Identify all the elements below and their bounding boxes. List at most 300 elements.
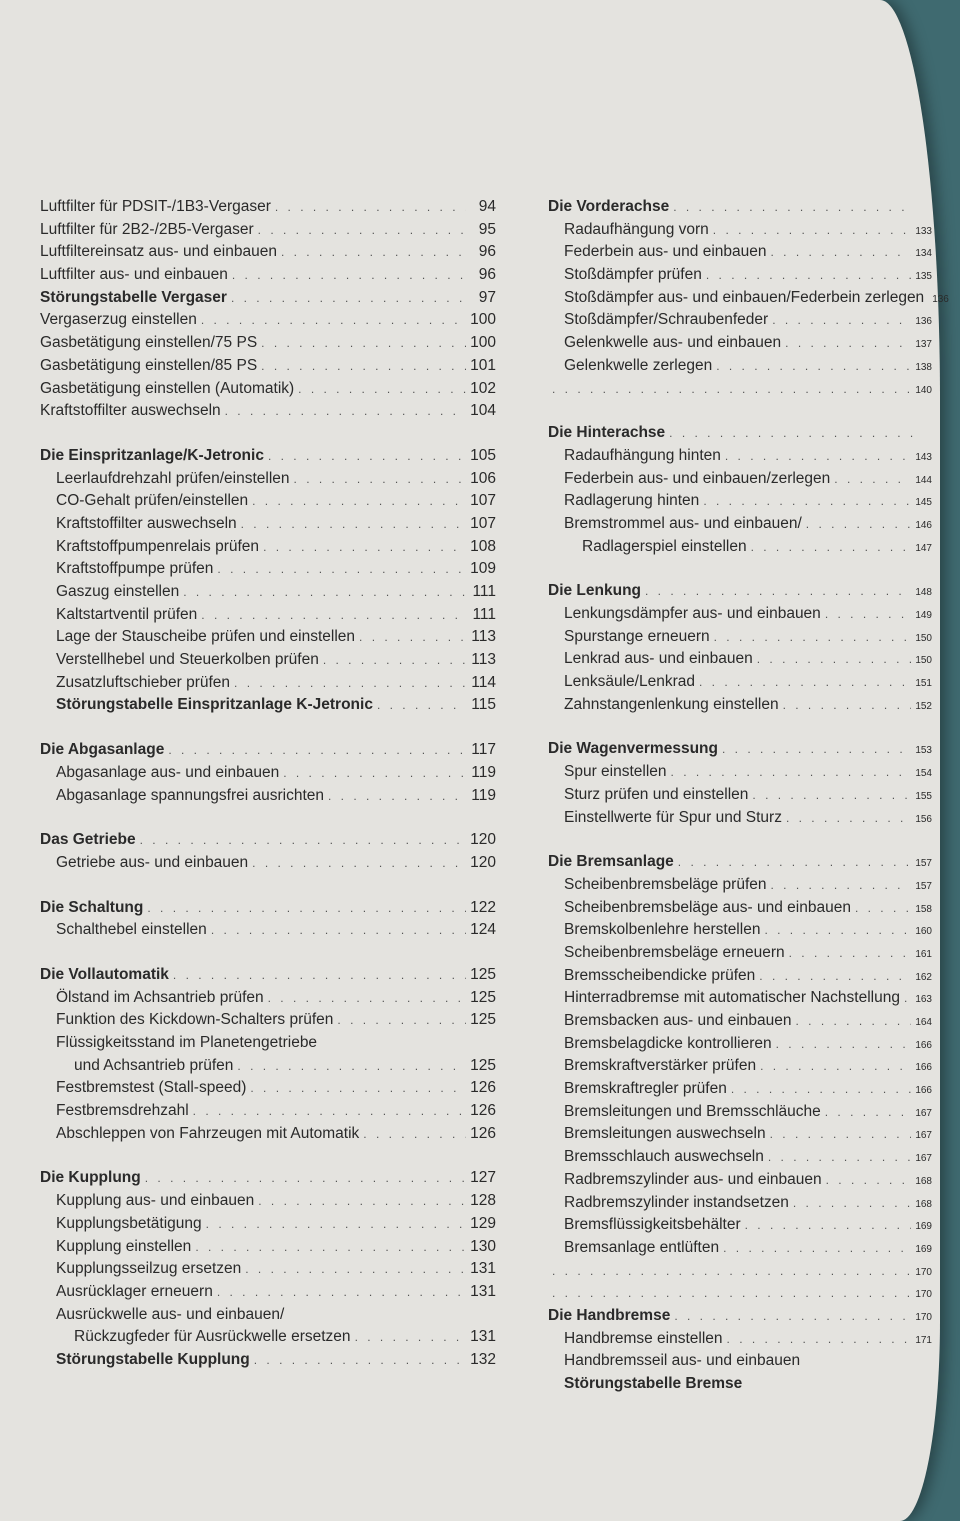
toc-entry: [548, 1192, 932, 1215]
toc-page-number: 134: [915, 248, 932, 260]
toc-entry: [548, 1373, 932, 1396]
dot-leader: [201, 604, 466, 627]
toc-entry-title: Luftfilter für 2B2-/2B5-Vergaser: [40, 220, 254, 238]
toc-entry-title: Bremsanlage entlüften: [564, 1238, 720, 1256]
toc-entry: [548, 468, 932, 491]
toc-section-heading: [40, 829, 496, 852]
toc-entry: [40, 649, 496, 672]
toc-entry-title: Gelenkwelle aus- und einbauen: [564, 334, 782, 352]
toc-entry: [40, 852, 496, 875]
toc-entry-title: Kraftstoffpumpe prüfen: [56, 560, 214, 578]
toc-page-number: 133: [915, 225, 932, 237]
toc-entry: [548, 648, 932, 671]
toc-entry: [40, 581, 496, 604]
toc-entry: [40, 287, 496, 310]
toc-entry-title: Radbremszylinder instandsetzen: [564, 1193, 789, 1211]
section-gap: [548, 558, 932, 580]
toc-entry: [548, 241, 932, 264]
toc-entry: [40, 536, 496, 559]
toc-entry: [548, 355, 932, 378]
toc-entry-title: Hinterradbremse mit automatischer Nachstellung: [564, 989, 900, 1007]
toc-page-number: 131: [470, 1328, 496, 1346]
dot-leader: [904, 987, 911, 1010]
toc-page-number: 150: [915, 632, 932, 644]
dot-leader: [772, 309, 911, 332]
toc-entry-title: Die Bremsanlage: [548, 853, 674, 871]
section-gap: [40, 717, 496, 739]
toc-page-number: 94: [478, 198, 496, 215]
toc-page-number: 140: [915, 384, 932, 396]
toc-entry-title: Bremsleitungen auswechseln: [564, 1125, 766, 1143]
toc-entry: [40, 490, 496, 513]
toc-entry-title: Schalthebel einstellen: [56, 921, 207, 939]
dot-leader: [268, 987, 466, 1010]
toc-page-number: 166: [915, 1085, 932, 1097]
toc-entry: [40, 1055, 496, 1078]
toc-entry: [548, 1146, 932, 1169]
toc-entry-title: Gasbetätigung einstellen/85 PS: [40, 356, 258, 374]
toc-entry-title: Bremsflüssigkeitsbehälter: [564, 1216, 741, 1234]
section-gap: [548, 716, 932, 738]
dot-leader: [225, 400, 466, 423]
toc-entry-title: Spurstange erneuern: [564, 627, 710, 645]
toc-entry: [40, 1326, 496, 1349]
toc-page-number: 131: [470, 1282, 496, 1300]
dot-leader: [706, 264, 911, 287]
toc-entry: [548, 1169, 932, 1192]
toc-entry: [548, 513, 932, 536]
toc-page-number: 150: [915, 655, 932, 667]
dot-leader: [337, 1009, 466, 1032]
toc-entry: [548, 1214, 932, 1237]
toc-entry-title: Lenkungsdämpfer aus- und einbauen: [564, 605, 821, 622]
dot-leader: [725, 445, 911, 468]
toc-page-number: 102: [470, 379, 496, 397]
toc-entry: [548, 1237, 932, 1260]
toc-entry-title: Handbremsseil aus- und einbauen: [564, 1352, 801, 1370]
toc-entry-title: Zusatzluftschieber prüfen: [56, 673, 231, 691]
section-gap: [548, 400, 932, 422]
toc-entry: [548, 1350, 932, 1373]
toc-entry-title: Die Vorderachse: [548, 198, 670, 215]
dot-leader: [669, 422, 914, 445]
toc-entry: [548, 1328, 932, 1351]
toc-page-number: 168: [915, 1198, 932, 1210]
toc-entry: [548, 965, 932, 988]
toc-entry-title: Radbremszylinder aus- und einbauen: [564, 1170, 822, 1188]
toc-section-heading: [40, 964, 496, 987]
dot-leader: [206, 1213, 466, 1236]
toc-entry: [548, 807, 932, 830]
dot-leader: [268, 445, 466, 468]
toc-page-number: 145: [915, 497, 932, 509]
toc-entry: [548, 264, 932, 287]
dot-leader: [789, 942, 912, 965]
toc-entry: [40, 513, 496, 536]
toc-entry-title: Kraftstoffilter auswechseln: [56, 514, 237, 532]
toc-entry-title: Die Schaltung: [40, 898, 144, 916]
section-gap: [40, 942, 496, 964]
toc-page-number: 151: [915, 678, 932, 690]
dot-leader: [234, 672, 466, 695]
toc-entry-title: Kraftstoffilter auswechseln: [40, 402, 221, 420]
toc-page-number: 168: [915, 1175, 932, 1187]
toc-page-number: 147: [915, 542, 932, 554]
dot-leader: [723, 1237, 911, 1260]
dot-leader: [552, 378, 911, 401]
toc-entry: [548, 603, 932, 626]
dot-leader: [355, 1326, 466, 1349]
toc-entry-title: Gaszug einstellen: [56, 583, 180, 600]
toc-entry-title: Lage der Stauscheibe prüfen und einstellen: [56, 628, 356, 646]
toc-page-number: 160: [915, 926, 932, 938]
toc-page-number: 138: [915, 361, 932, 373]
toc-entry: [40, 1100, 496, 1123]
toc-entry-title: Federbein aus- und einbauen/zerlegen: [564, 469, 831, 487]
toc-page-number: 162: [915, 971, 932, 983]
toc-entry-title: Abgasanlage spannungsfrei ausrichten: [56, 786, 324, 804]
toc-entry-title: Scheibenbremsbeläge erneuern: [564, 943, 785, 961]
toc-entry-title: Kraftstoffpumpenrelais prüfen: [56, 537, 260, 555]
toc-page-number: 167: [915, 1153, 932, 1165]
dot-leader: [231, 287, 466, 310]
dot-leader: [359, 626, 466, 649]
toc-page-number: 111: [472, 583, 496, 600]
toc-entry-title: Die Abgasanlage: [40, 741, 165, 759]
toc-page-number: 127: [470, 1169, 496, 1187]
toc-entry: [40, 241, 496, 264]
toc-page-number: 132: [470, 1350, 496, 1368]
toc-page-number: 125: [470, 1056, 496, 1074]
toc-entry: [548, 287, 949, 310]
toc-entry-title: Federbein aus- und einbauen: [564, 243, 767, 261]
dot-leader: [776, 1033, 912, 1056]
toc-page-number: 167: [915, 1130, 932, 1142]
toc-entry: [40, 762, 496, 785]
section-gap: [40, 875, 496, 897]
toc-page-number: 107: [470, 514, 496, 532]
toc-entry: [40, 264, 496, 287]
toc-right-column: [548, 196, 949, 1396]
toc-entry-title: Die Lenkung: [548, 582, 642, 600]
toc-entry: [548, 1033, 932, 1056]
toc-section-heading: [40, 897, 496, 920]
toc-entry-title: Die Handbremse: [548, 1306, 671, 1324]
dot-leader: [258, 219, 466, 242]
toc-page-number: 136: [932, 293, 949, 305]
toc-entry-title: Radlagerung hinten: [564, 492, 700, 510]
dot-leader: [252, 852, 466, 875]
toc-entry-title: Rückzugfeder für Ausrückwelle ersetzen: [74, 1328, 351, 1346]
toc-entry-title: Luftfilter aus- und einbauen: [40, 266, 228, 284]
toc-page-number: 129: [470, 1214, 496, 1232]
toc-entry: [40, 219, 496, 242]
toc-section-heading: [40, 739, 496, 762]
toc-entry: [40, 1349, 496, 1372]
dot-leader: [377, 694, 466, 717]
dot-leader: [727, 1328, 912, 1351]
dot-leader: [785, 332, 911, 355]
toc-entry: [548, 490, 932, 513]
dot-leader: [258, 1190, 466, 1213]
toc-entry-title: Die Hinterachse: [548, 424, 666, 442]
dot-leader: [245, 1258, 466, 1281]
toc-entry-title: Bremskolbenlehre herstellen: [564, 921, 761, 939]
toc-entry-title: Radlagerspiel einstellen: [582, 537, 747, 555]
toc-page-number: 125: [470, 965, 496, 983]
toc-entry: [40, 1077, 496, 1100]
dot-leader: [275, 196, 466, 219]
toc-page-number: 153: [915, 745, 932, 757]
dot-leader: [771, 874, 912, 897]
toc-entry: [40, 919, 496, 942]
toc-entry: [548, 761, 932, 784]
toc-entry: [40, 400, 496, 423]
toc-section-heading: [548, 1305, 932, 1328]
toc-entry: [548, 626, 932, 649]
toc-page-number: 107: [470, 492, 496, 510]
toc-entry: [548, 897, 932, 920]
toc-page-number: 108: [470, 537, 496, 555]
toc-page-number: 136: [915, 316, 932, 328]
toc-entry-title: Festbremsdrehzahl: [56, 1102, 189, 1120]
toc-entry: [548, 1282, 932, 1305]
dot-leader: [552, 1260, 911, 1283]
toc-page-number: 154: [915, 768, 932, 780]
toc-page-number: 161: [915, 948, 932, 960]
toc-entry-title: Lenkrad aus- und einbauen: [564, 650, 753, 668]
dot-leader: [764, 919, 911, 942]
toc-page-number: 117: [471, 741, 496, 759]
toc-page-number: 125: [470, 1011, 496, 1029]
toc-page-number: 164: [915, 1017, 932, 1028]
toc-page-number: 149: [915, 610, 932, 621]
toc-entry-title: Radaufhängung vorn: [564, 220, 709, 238]
toc-page-number: 167: [915, 1107, 932, 1119]
toc-entry-title: Bremskraftregler prüfen: [564, 1080, 727, 1098]
toc-entry: [40, 785, 496, 808]
dot-leader: [195, 1236, 466, 1259]
toc-section-heading: [548, 851, 932, 874]
dot-leader: [745, 1214, 912, 1237]
toc-section-heading: [40, 1167, 496, 1190]
dot-leader: [211, 919, 466, 942]
toc-page-number: 104: [470, 402, 496, 420]
toc-entry-title: Lenksäule/Lenkrad: [564, 673, 695, 691]
dot-leader: [699, 671, 911, 694]
toc-page-number: 105: [470, 446, 496, 464]
toc-entry-title: Kupplungsbetätigung: [56, 1214, 202, 1232]
dot-leader: [645, 580, 911, 603]
dot-leader: [825, 603, 912, 626]
section-gap: [548, 829, 932, 851]
dot-leader: [145, 1167, 466, 1190]
toc-page-number: 128: [470, 1192, 496, 1210]
toc-entry-title: Funktion des Kickdown-Schalters prüfen: [56, 1011, 334, 1029]
toc-entry-title: Getriebe aus- und einbauen: [56, 853, 249, 871]
toc-entry-title: Flüssigkeitsstand im Planetengetriebe: [56, 1034, 318, 1051]
toc-entry-title: Verstellhebel und Steuerkolben prüfen: [56, 651, 319, 669]
toc-section-heading: [548, 196, 932, 219]
toc-entry-title: Leerlaufdrehzahl prüfen/einstellen: [56, 469, 290, 487]
dot-leader: [671, 761, 912, 784]
toc-entry-title: Vergaserzug einstellen: [40, 311, 197, 329]
toc-entry-title: Gasbetätigung einstellen (Automatik): [40, 379, 295, 397]
dot-leader: [173, 964, 466, 987]
toc-entry-title: Bremskraftverstärker prüfen: [564, 1057, 757, 1075]
toc-entry-title: Zahnstangenlenkung einstellen: [564, 695, 779, 713]
toc-entry-title: Ausrücklager erneuern: [56, 1282, 213, 1300]
toc-entry-title: Das Getriebe: [40, 831, 136, 849]
toc-entry: [40, 468, 496, 491]
section-gap: [40, 1145, 496, 1167]
toc-page-number: 166: [915, 1062, 932, 1074]
toc-entry: [548, 874, 932, 897]
dot-leader: [826, 1169, 912, 1192]
toc-page-number: 130: [470, 1237, 496, 1255]
toc-entry-title: Kaltstartventil prüfen: [56, 605, 198, 623]
dot-leader: [140, 829, 466, 852]
dot-leader: [363, 1123, 466, 1146]
toc-entry-title: Scheibenbremsbeläge prüfen: [564, 875, 767, 893]
toc-page-number: 101: [470, 356, 496, 374]
toc-entry: [40, 987, 496, 1010]
dot-leader: [183, 581, 466, 604]
toc-entry-title: Störungstabelle Kupplung: [56, 1350, 250, 1368]
dot-leader: [552, 1282, 911, 1305]
toc-entry: [548, 1055, 932, 1078]
dot-leader: [193, 1100, 466, 1123]
toc-entry-title: Bremstrommel aus- und einbauen/: [564, 514, 802, 532]
toc-entry-title: Luftfiltereinsatz aus- und einbauen: [40, 243, 277, 261]
toc-page-number: 114: [471, 673, 496, 691]
toc-entry: [548, 1010, 932, 1033]
dot-leader: [294, 468, 466, 491]
toc-entry-title: Stoßdämpfer prüfen: [564, 266, 702, 284]
toc-page-number: 109: [470, 560, 496, 578]
dot-leader: [323, 649, 466, 672]
dot-leader: [147, 897, 466, 920]
toc-page-number: 97: [478, 288, 496, 306]
toc-entry-title: Stoßdämpfer/Schraubenfeder: [564, 311, 769, 329]
toc-entry: [548, 309, 932, 332]
toc-entry-title: Radaufhängung hinten: [564, 446, 721, 464]
toc-entry-title: Störungstabelle Vergaser: [40, 288, 227, 306]
toc-entry: [548, 1078, 932, 1101]
dot-leader: [678, 851, 912, 874]
toc-entry: [40, 1304, 496, 1327]
toc-entry: [40, 626, 496, 649]
toc-entry-title: Kupplung aus- und einbauen: [56, 1192, 255, 1210]
toc-page-number: 137: [915, 339, 932, 351]
dot-leader: [770, 1123, 912, 1146]
toc-page-number: 171: [915, 1334, 932, 1346]
toc-entry-title: Einstellwerte für Spur und Sturz: [564, 808, 782, 826]
dot-leader: [713, 219, 912, 242]
toc-page-number: 115: [471, 696, 496, 714]
dot-leader: [834, 468, 911, 491]
dot-leader: [281, 241, 466, 264]
toc-entry-title: Bremsschlauch auswechseln: [564, 1148, 764, 1166]
toc-entry-title: Abgasanlage aus- und einbauen: [56, 763, 280, 781]
toc-entry: [548, 919, 932, 942]
toc-page-number: 131: [470, 1260, 496, 1278]
toc-page-number: 111: [472, 605, 496, 623]
toc-entry-title: Sturz prüfen und einstellen: [564, 785, 749, 803]
toc-entry-title: Gasbetätigung einstellen/75 PS: [40, 334, 258, 352]
dot-leader: [674, 1305, 911, 1328]
toc-entry-title: Bremsleitungen und Bremsschläuche: [564, 1102, 821, 1120]
toc-page-number: 126: [470, 1124, 496, 1142]
toc-entry-title: Kupplungsseilzug ersetzen: [56, 1260, 242, 1278]
toc-page-number: 156: [915, 813, 932, 825]
toc-entry-title: Abschleppen von Fahrzeugen mit Automatik: [56, 1124, 360, 1142]
dot-leader: [786, 807, 911, 830]
toc-entry-title: Die Vollautomatik: [40, 965, 169, 983]
toc-page-number: 106: [470, 469, 496, 487]
toc-page-number: 100: [470, 334, 496, 352]
toc-page-number: 135: [915, 271, 932, 283]
dot-leader: [714, 626, 912, 649]
dot-leader: [771, 241, 912, 264]
toc-entry: [548, 332, 932, 355]
toc-entry-title: Bremsscheibendicke prüfen: [564, 966, 756, 984]
toc-entry: [40, 558, 496, 581]
toc-entry-title: Störungstabelle Einspritzanlage K-Jetronic: [56, 696, 373, 714]
toc-page-number: 119: [471, 786, 496, 804]
dot-leader: [263, 536, 466, 559]
toc-page-number: 170: [915, 1289, 932, 1301]
dot-leader: [201, 309, 466, 332]
dot-leader: [232, 264, 466, 287]
toc-entry-title: Spur einstellen: [564, 763, 667, 781]
toc-page-number: 120: [470, 831, 496, 849]
toc-entry: [40, 1009, 496, 1032]
dot-leader: [760, 1055, 911, 1078]
toc-entry: [548, 1123, 932, 1146]
dot-leader: [673, 196, 914, 219]
toc-entry-title: Bremsbacken aus- und einbauen: [564, 1012, 792, 1029]
section-gap: [40, 807, 496, 829]
dot-leader: [261, 332, 466, 355]
toc-entry-title: und Achsantrieb prüfen: [74, 1056, 234, 1074]
dot-leader: [751, 536, 912, 559]
dot-leader: [217, 558, 466, 581]
toc-left-column: [40, 196, 496, 1372]
toc-page-number: 113: [471, 651, 496, 669]
toc-entry: [40, 1236, 496, 1259]
toc-entry-title: Handbremse einstellen: [564, 1329, 723, 1347]
toc-entry-title: Ölstand im Achsantrieb prüfen: [56, 988, 264, 1006]
dot-leader: [254, 1349, 466, 1372]
toc-entry-title: Gelenkwelle zerlegen: [564, 356, 713, 374]
toc-section-heading: [40, 445, 496, 468]
toc-page-number: 143: [915, 451, 932, 463]
toc-entry: [40, 378, 496, 401]
toc-page-number: 95: [478, 220, 496, 238]
toc-entry: [40, 309, 496, 332]
toc-page-number: 124: [470, 921, 496, 939]
toc-section-heading: [548, 422, 932, 445]
toc-page-number: 96: [478, 266, 496, 284]
dot-leader: [328, 785, 466, 808]
dot-leader: [793, 1192, 911, 1215]
toc-entry: [548, 1260, 932, 1283]
dot-leader: [716, 355, 911, 378]
dot-leader: [825, 1101, 912, 1124]
dot-leader: [217, 1281, 466, 1304]
toc-entry: [40, 604, 496, 627]
